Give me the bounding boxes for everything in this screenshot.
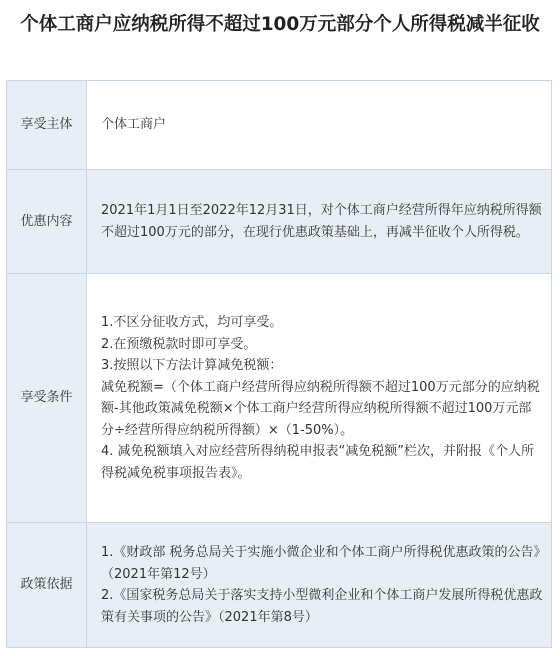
- table-row-policy-basis: [7, 523, 552, 648]
- row-content: [87, 274, 552, 523]
- row-content: [87, 81, 552, 170]
- condition-item: 4. 减免税额填入对应经营所得纳税申报表“减免税额”栏次，并附报《个人所得税减免税事项报告表》。: [101, 444, 535, 481]
- page-title: 个体工商户应纳税所得不超过100万元部分个人所得税减半征收: [20, 14, 540, 35]
- policy-table: [6, 80, 552, 648]
- row-label: 优惠内容: [7, 170, 87, 274]
- content-text: 个体工商户: [101, 117, 167, 133]
- table-row-conditions: [7, 274, 552, 523]
- row-label: 享受主体: [7, 81, 87, 170]
- row-content: [87, 523, 552, 648]
- policy-reference: 1.《财政部 税务总局关于实施小微企业和个体工商户所得税优惠政策的公告》（2021年第12号）: [101, 545, 541, 582]
- policy-reference: 2.《国家税务总局关于落实支持小型微利企业和个体工商户发展所得税优惠政策有关事项的公告》（2021年第8号）: [101, 588, 543, 625]
- row-content: [87, 170, 552, 274]
- table-row-eligible-entity: [7, 81, 552, 170]
- row-label: 政策依据: [7, 523, 87, 648]
- content-text: 2021年1月1日至2022年12月31日，对个体工商户经营所得年应纳税所得额不超过100万元的部分，在现行优惠政策基础上，再减半征收个人所得税。: [101, 203, 542, 240]
- condition-item: 2.在预缴税款时即可享受。: [101, 336, 257, 352]
- condition-item: 1.不区分征收方式，均可享受。: [101, 315, 283, 330]
- condition-item: 3.按照以下方法计算减免税额：: [101, 358, 283, 373]
- table-row-preferential-content: [7, 170, 552, 274]
- row-label: 享受条件: [7, 274, 87, 523]
- condition-formula: 减免税额=（个体工商户经营所得应纳税所得额不超过100万元部分的应纳税额-其他政策减免税额×个体工商户经营所得应纳税所得额不超过100万元部分÷经营所得应纳税所得额）×（1-50%）。: [101, 379, 540, 438]
